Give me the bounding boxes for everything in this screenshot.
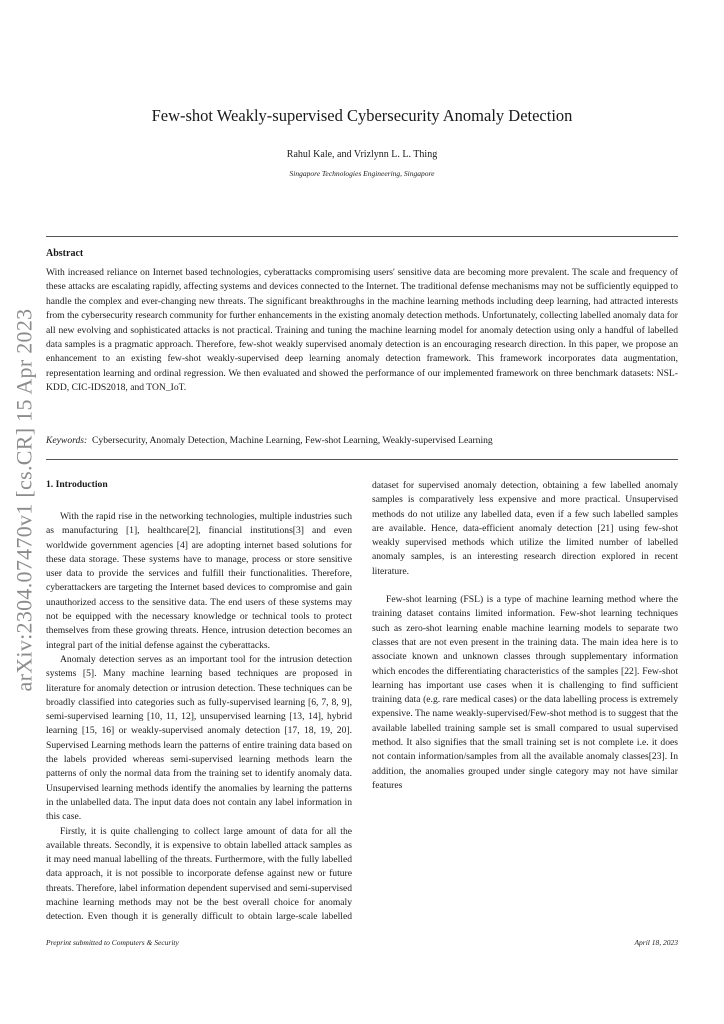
abstract-top-divider — [46, 236, 678, 237]
intro-paragraph-2: Anomaly detection serves as an important tool for the intrusion detection systems [5]. Many machine learning based techniques are proposed in literature for anomaly detection or intrusion detection. These techniques can be broadly classified into categories such as fully-supervised learning [6, 7, 8, 9], semi-supervised learning [10, 11, 12], unsupervised learning [13, 14], hybrid learning [15, 16] or weakly-supervised anomaly detection [17, 18, 19, 20]. Supervised Learning methods learn the patterns of entire training data based on the labels provided whereas semi-supervised learning methods learn the patterns of only the normal data from the training set to identify anomaly data. Unsupervised learning methods identify the anomalies by learning the patterns in the unlabelled data. The input data does not contain any label information in this case. — [46, 653, 352, 823]
intro-paragraph-3: Firstly, it is quite challenging to collect large amount of data for all the available threats. Secondly, it is expensive to obtain labelled attack samples as it may need manual labelling of the threats. Furthermore, with the fully labelled data approach, it is not possible to incorporate defense against new or future threats. Therefore, label information dependent supervised and semi-supervised machine learning methods may not be the best overall choice for anomaly detection. Even though it is generally difficult to obtain large-scale labelled — [46, 825, 352, 923]
intro-paragraph-4: Few-shot learning (FSL) is a type of machine learning method where the training dataset contains limited information. Few-shot learning techniques such as zero-shot learning enable machine learning models to separate two classes that are not even present in the training data. The main idea here is to associate known and unknown classes through supplementary information which encodes the differentiating characteristics of the samples [22]. Few-shot learning has important use cases when it is challenging to find sufficient training data (e.g. rare medical cases) or the data labelling process is extremely expensive. The name weakly-supervised/Few-shot method is to suggest that the available labelled training sample set is small compared to usual supervised method. It also signifies that the small training set is not complete i.e. it does not contain information/samples from all the available anomaly classes[23]. In addition, the anomalies grouped under single category may not have similar features — [372, 594, 678, 791]
keywords-text: Cybersecurity, Anomaly Detection, Machine Learning, Few-shot Learning, Weakly-supervised Learning — [92, 435, 493, 446]
affiliation: Singapore Technologies Engineering, Singapore — [289, 169, 435, 178]
abstract-heading: Abstract — [46, 248, 84, 259]
author-list: Rahul Kale, and Vrizlynn L. L. Thing — [286, 149, 438, 160]
arxiv-identifier[interactable]: arXiv:2304.07470v1 [cs.CR] 15 Apr 2023 — [11, 308, 36, 692]
paper-title: Few-shot Weakly-supervised Cybersecurity Anomaly Detection — [151, 106, 573, 125]
right-column — [372, 479, 678, 793]
arxiv-watermark — [4, 300, 44, 700]
section-heading-introduction: 1. Introduction — [46, 479, 108, 490]
abstract-text: With increased reliance on Internet based technologies, cyberattacks compromising users' sensitive data are becoming more prevalent. The scale and frequency of these attacks are escalating rapidly, affecting systems and devices connected to the Internet. The traditional defense mechanisms may not be sufficiently equipped to handle the complex and ever-changing new threats. The significant breakthroughs in the machine learning methods including deep learning, had attracted interests from the cybersecurity research community for further enhancements in the existing anomaly detection methods. Unfortunately, collecting labelled anomaly data for all new evolving and sophisticated attacks is not practical. Training and tuning the machine learning model for anomaly detection using only a handful of labelled data samples is a pragmatic approach. Therefore, few-shot weakly supervised anomaly detection is an encouraging research direction. In this paper, we propose an enhancement to an existing few-shot weakly-supervised deep learning anomaly detection framework. This framework incorporates data augmentation, representation learning and ordinal regression. We then evaluated and showed the performance of our implemented framework on three benchmark datasets: NSL-KDD, CIC-IDS2018, and TON_IoT. — [46, 267, 678, 394]
left-column — [46, 478, 352, 925]
keywords-label: Keywords: — [46, 435, 88, 446]
footer-date: April 18, 2023 — [634, 938, 678, 947]
footer-venue: Preprint submitted to Computers & Security — [46, 938, 179, 947]
intro-paragraph-1: With the rapid rise in the networking technologies, multiple industries such as manufacturing [1], healthcare[2], financial institutions[3] and even worldwide government agencies [4] are adopting internet based solutions for these data storage. These systems have to manage, process or store sensitive user data to provide the services and fulfill their functionalities. Therefore, cyberattackers are targeting the Internet based devices to compromise and gain unauthorized access to the sensitive data. The end users of these systems may not be equipped with the necessary knowledge or technical tools to protect themselves from these growing threats. Hence, intrusion detection becomes an integral part of the initial defense against the cyberattacks. — [46, 511, 352, 651]
intro-paragraph-3-continued: dataset for supervised anomaly detection, obtaining a few labelled anomaly samples is comparatively less expensive and more practical. Unsupervised methods do not utilize any labelled data, even if a few such labelled samples are available. Hence, data-efficient anomaly detection [21] using few-shot weakly supervised methods which utilize the limited number of labelled anomaly samples, is an interesting research direction explored in recent literature. — [372, 480, 678, 577]
keywords-line — [46, 434, 678, 448]
abstract-bottom-divider — [46, 459, 678, 460]
